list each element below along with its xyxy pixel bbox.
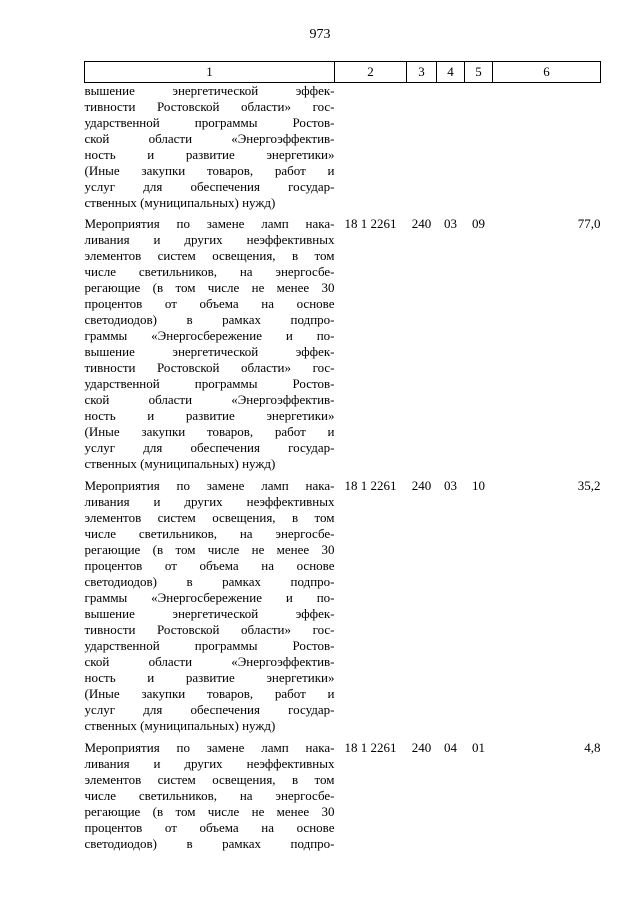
- description-line: элементов систем освещения, в том: [84, 772, 335, 787]
- description-line: ударственной программы Ростов-: [84, 115, 335, 130]
- description-line: Мероприятия по замене ламп нака-: [84, 216, 335, 231]
- col-header-subsection: 5: [465, 62, 493, 83]
- table-row: [85, 83, 601, 217]
- description-line: (Иные закупки товаров, работ и: [84, 424, 335, 439]
- description-line: ственных (муниципальных) нужд): [84, 718, 276, 733]
- row-subsection: 01: [472, 740, 485, 755]
- description-line: элементов систем освещения, в том: [84, 510, 335, 525]
- row-target-code: [335, 83, 407, 217]
- page-number: 973: [309, 27, 331, 42]
- description-line: числе светильников, на энергосбе-: [84, 264, 335, 279]
- description-line: ливания и других неэффективных: [84, 232, 335, 247]
- description-line: ственных (муниципальных) нужд): [84, 456, 276, 471]
- row-expense-type: 240: [411, 478, 432, 493]
- row-section: 04: [444, 740, 457, 755]
- budget-table: [84, 61, 601, 858]
- description-line: светодиодов) в рамках подпро-: [84, 836, 335, 851]
- row-target-code: 18 1 2261: [344, 216, 397, 231]
- description-line: Мероприятия по замене ламп нака-: [84, 478, 335, 493]
- description-line: регающие (в том числе не менее 30: [84, 804, 335, 819]
- description-line: ность и развитие энергетики»: [84, 670, 335, 685]
- table-row: [85, 216, 601, 478]
- description-line: вышение энергетической эффек-: [84, 83, 335, 98]
- description-line: элементов систем освещения, в том: [84, 248, 335, 263]
- description-line: процентов от объема на основе: [84, 558, 335, 573]
- row-subsection: 09: [472, 216, 485, 231]
- description-line: ударственной программы Ростов-: [84, 638, 335, 653]
- description-line: услуг для обеспечения государ-: [84, 440, 335, 455]
- row-subsection: 10: [472, 478, 485, 493]
- description-line: ударственной программы Ростов-: [84, 376, 335, 391]
- row-target-code: 18 1 2261: [344, 740, 397, 755]
- col-header-target-code: 2: [335, 62, 407, 83]
- description-line: ственных (муниципальных) нужд): [84, 195, 276, 210]
- description-line: тивности Ростовской области» гос-: [84, 622, 335, 637]
- row-amount: 35,2: [577, 478, 601, 493]
- description-line: ливания и других неэффективных: [84, 494, 335, 509]
- description-line: граммы «Энергосбережение и по-: [84, 590, 335, 605]
- description-line: регающие (в том числе не менее 30: [84, 280, 335, 295]
- description-line: числе светильников, на энергосбе-: [84, 526, 335, 541]
- description-line: Мероприятия по замене ламп нака-: [84, 740, 335, 755]
- row-expense-type: [407, 83, 437, 217]
- description-line: вышение энергетической эффек-: [84, 606, 335, 621]
- row-description: [85, 740, 335, 858]
- description-line: процентов от объема на основе: [84, 820, 335, 835]
- row-expense-type: 240: [411, 216, 432, 231]
- description-line: тивности Ростовской области» гос-: [84, 360, 335, 375]
- description-line: ской области «Энергоэффектив-: [84, 654, 335, 669]
- description-line: числе светильников, на энергосбе-: [84, 788, 335, 803]
- row-amount: 4,8: [584, 740, 601, 755]
- description-line: ность и развитие энергетики»: [84, 408, 335, 423]
- row-description: [85, 478, 335, 740]
- row-section: [437, 83, 465, 217]
- description-line: светодиодов) в рамках подпро-: [84, 574, 335, 589]
- description-line: тивности Ростовской области» гос-: [84, 99, 335, 114]
- row-amount: 77,0: [577, 216, 601, 231]
- description-line: вышение энергетической эффек-: [84, 344, 335, 359]
- col-header-expense-type: 3: [407, 62, 437, 83]
- table-header-row: [85, 62, 601, 83]
- description-line: ливания и других неэффективных: [84, 756, 335, 771]
- table-row: [85, 740, 601, 858]
- row-subsection: [465, 83, 493, 217]
- row-description: [85, 83, 335, 217]
- description-line: ской области «Энергоэффектив-: [84, 131, 335, 146]
- row-section: 03: [444, 216, 457, 231]
- table-row: [85, 478, 601, 740]
- col-header-amount: 6: [493, 62, 601, 83]
- description-line: процентов от объема на основе: [84, 296, 335, 311]
- description-line: услуг для обеспечения государ-: [84, 179, 335, 194]
- col-header-section: 4: [437, 62, 465, 83]
- description-line: (Иные закупки товаров, работ и: [84, 686, 335, 701]
- description-line: регающие (в том числе не менее 30: [84, 542, 335, 557]
- row-description: [85, 216, 335, 478]
- description-line: услуг для обеспечения государ-: [84, 702, 335, 717]
- description-line: ность и развитие энергетики»: [84, 147, 335, 162]
- description-line: ской области «Энергоэффектив-: [84, 392, 335, 407]
- row-section: 03: [444, 478, 457, 493]
- table-body: [85, 83, 601, 859]
- col-header-description: 1: [85, 62, 335, 83]
- row-expense-type: 240: [411, 740, 432, 755]
- row-amount: [493, 83, 601, 217]
- description-line: (Иные закупки товаров, работ и: [84, 163, 335, 178]
- description-line: граммы «Энергосбережение и по-: [84, 328, 335, 343]
- row-target-code: 18 1 2261: [344, 478, 397, 493]
- description-line: светодиодов) в рамках подпро-: [84, 312, 335, 327]
